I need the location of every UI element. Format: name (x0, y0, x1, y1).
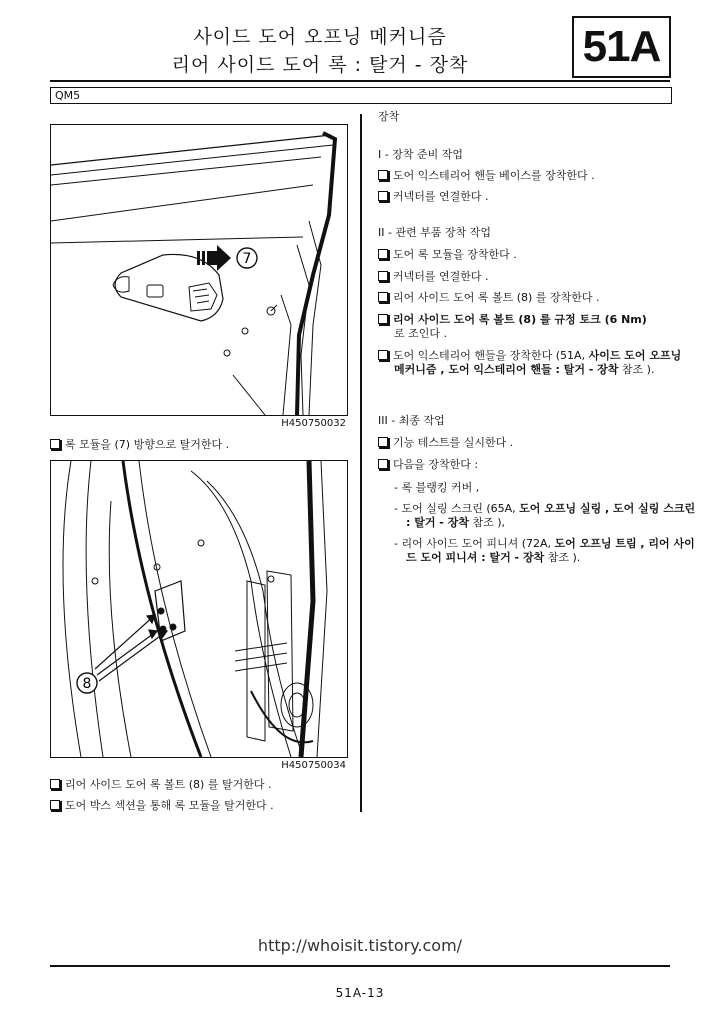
s1-item-1: 도어 익스테리어 핸들 베이스를 장착한다 . (378, 169, 668, 183)
figure-2 (50, 460, 348, 758)
s2-item-2: 커넥터를 연결한다 . (378, 270, 668, 284)
figure-1 (50, 124, 348, 416)
model-bar: QM5 (50, 87, 672, 104)
page-number: 51A-13 (335, 986, 385, 1000)
checkbox-icon (378, 249, 388, 259)
s2-item-4: 리어 사이드 도어 록 볼트 (8) 를 규정 토크 (6 Nm) 로 조인다 . (378, 313, 668, 341)
checkbox-icon (50, 779, 60, 789)
checkbox-icon (50, 439, 60, 449)
figure-2-code: H450750034 (281, 760, 346, 771)
checkbox-icon (378, 170, 388, 180)
s1-item-2: 커넥터를 연결한다 . (378, 190, 668, 204)
checkbox-icon (378, 191, 388, 201)
checkbox-icon (378, 271, 388, 281)
checkbox-icon (378, 437, 388, 447)
header-rule (50, 80, 670, 82)
checkbox-icon (378, 314, 388, 324)
s2-item-3: 리어 사이드 도어 록 볼트 (8) 를 장착한다 . (378, 291, 668, 305)
s3-dash-3: - 리어 사이드 도어 피니셔 (72A, 도어 오프닝 트림 , 리어 사이드 도어 피니셔 : 탈거 - 장착 참조 ). (394, 537, 695, 564)
title-line-2: 리어 사이드 도어 록 : 탈거 - 장착 (171, 54, 469, 76)
footer-rule (50, 965, 670, 967)
checkbox-icon (378, 459, 388, 469)
checkbox-icon (50, 800, 60, 810)
checkbox-icon (378, 350, 388, 360)
figure-2-drawing (51, 461, 347, 757)
bolt-8-a (158, 608, 165, 615)
caption-2: 리어 사이드 도어 록 볼트 (8) 를 탈거한다 . (50, 776, 350, 792)
s3-item-1: 기능 테스트를 실시한다 . (378, 436, 668, 450)
callout-7-label: 7 (242, 251, 252, 267)
column-divider (360, 114, 362, 812)
title-line-1: 사이드 도어 오프닝 메커니즘 (193, 26, 447, 48)
figure-1-code: H450750032 (281, 418, 346, 429)
s2-item-5: 도어 익스테리어 핸들을 장착한다 (51A, 사이드 도어 오프닝 메커니즘 , 도어 익스테리어 핸들 : 탈거 - 장착 참조 ). (378, 349, 684, 377)
section-3-title: III - 최종 작업 (378, 414, 445, 427)
footer-url: http://whoisit.tistory.com/ (257, 936, 463, 955)
section-2-title: II - 관련 부품 장착 작업 (378, 226, 491, 239)
checkbox-icon (378, 292, 388, 302)
bolt-8-c (170, 624, 177, 631)
section-code-box: 51A (572, 16, 671, 78)
caption-1: 록 모듈을 (7) 방향으로 탈거한다 . (50, 436, 350, 452)
heading-install: 장착 (378, 110, 400, 123)
s3-dash-2: - 도어 실링 스크린 (65A, 도어 오프닝 실링 , 도어 실링 스크린 : 탈거 - 장착 참조 ), (394, 502, 696, 529)
s2-item-1: 도어 록 모듈을 장착한다 . (378, 248, 668, 262)
callout-8-label: 8 (82, 676, 92, 692)
s3-dash-1: - 록 블랭킹 커버 , (394, 481, 480, 494)
caption-3: 도어 박스 섹션을 통해 록 모듈을 탈거한다 . (50, 797, 350, 813)
section-1-title: I - 장착 준비 작업 (378, 148, 463, 161)
s3-item-2: 다음을 장착한다 : (378, 458, 668, 472)
figure-1-drawing (51, 125, 347, 415)
